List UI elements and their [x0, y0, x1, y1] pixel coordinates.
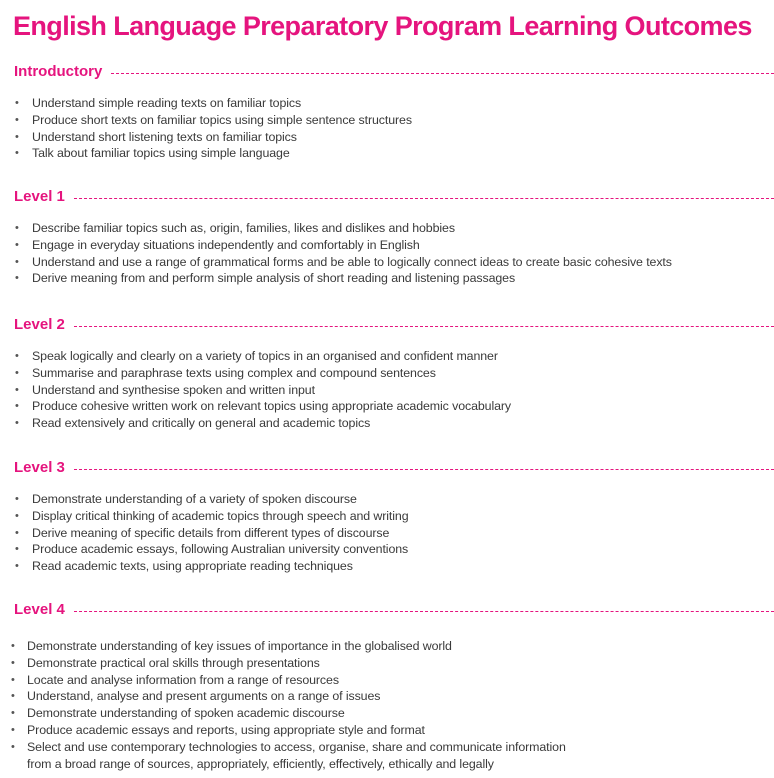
- section-heading: Level 2: [14, 316, 65, 333]
- section-header: [14, 313, 774, 337]
- list-item: • Produce cohesive written work on relevant topics using appropriate academic vocabulary: [15, 399, 512, 414]
- list-item: • Locate and analyse information from a range of resources: [11, 672, 339, 687]
- section-heading: Introductory: [14, 63, 103, 80]
- bullet-icon: •: [15, 222, 19, 234]
- bullet-icon: •: [15, 526, 19, 539]
- list-item: • Demonstrate understanding of a variety of spoken discourse: [15, 492, 357, 506]
- dashed-rule: [74, 198, 774, 199]
- bullet-icon: •: [11, 640, 15, 652]
- list-item: • Demonstrate practical oral skills through presentations: [11, 655, 320, 670]
- list-item: • Demonstrate understanding of spoken academic discourse: [11, 706, 345, 721]
- page-title: English Language Preparatory Program Learning Outcomes: [13, 11, 752, 41]
- list-item: • Read academic texts, using appropriate reading techniques: [15, 559, 353, 574]
- section-level-4: [0, 598, 774, 771]
- section-heading: Level 1: [14, 188, 65, 205]
- list-item: • Speak logically and clearly on a variety of topics in an organised and confident manner: [15, 349, 498, 363]
- bullet-icon: •: [11, 707, 15, 720]
- list-item: • Understand, analyse and present arguments on a range of issues: [11, 689, 381, 704]
- bullet-icon: •: [11, 656, 15, 669]
- section-header: [14, 456, 774, 480]
- list-item: • Talk about familiar topics using simple language: [15, 146, 290, 161]
- bullet-icon: •: [15, 97, 19, 109]
- list-item: • Describe familiar topics such as, origin, families, likes and dislikes and hobbies: [15, 221, 455, 235]
- section-heading: Level 3: [14, 459, 65, 476]
- section-heading: Level 4: [14, 601, 65, 618]
- list-item: • Derive meaning of specific details from different types of discourse: [15, 525, 390, 540]
- section-level-3: [0, 456, 774, 574]
- bullet-icon: •: [15, 147, 19, 160]
- bullet-icon: •: [11, 690, 15, 703]
- outcome-list: [0, 220, 672, 287]
- list-item: • Summarise and paraphrase texts using complex and compound sentences: [15, 365, 436, 380]
- bullet-icon: •: [15, 350, 19, 362]
- dashed-rule: [74, 326, 774, 327]
- bullet-icon: •: [15, 238, 19, 251]
- bullet-icon: •: [15, 113, 19, 126]
- list-item: • Derive meaning from and perform simple analysis of short reading and listening passages: [15, 271, 516, 286]
- bullet-icon: •: [11, 723, 15, 736]
- section-level-1: [0, 185, 774, 286]
- list-item: • Produce short texts on familiar topics using simple sentence structures: [15, 112, 412, 127]
- list-item: • Understand and use a range of grammatical forms and be able to logically connect ideas to create basic cohesive texts: [15, 254, 672, 269]
- bullet-icon: •: [15, 366, 19, 379]
- section-introductory: [0, 60, 774, 161]
- dashed-rule: [74, 469, 774, 470]
- bullet-icon: •: [15, 272, 19, 285]
- bullet-icon: •: [15, 543, 19, 556]
- bullet-icon: •: [15, 493, 19, 505]
- bullet-icon: •: [15, 400, 19, 413]
- outcome-list: [0, 638, 566, 772]
- section-header: [14, 185, 774, 209]
- list-item: • Produce academic essays, following Australian university conventions: [15, 542, 409, 557]
- bullet-icon: •: [15, 509, 19, 522]
- section-header: [14, 598, 774, 622]
- bullet-icon: •: [15, 560, 19, 573]
- section-level-2: [0, 313, 774, 431]
- list-item: • Understand short listening texts on familiar topics: [15, 129, 297, 144]
- outcome-list: [0, 491, 409, 575]
- section-header: [14, 60, 774, 84]
- list-item: • Display critical thinking of academic topics through speech and writing: [15, 508, 409, 523]
- dashed-rule: [74, 611, 774, 612]
- bullet-icon: •: [11, 673, 15, 686]
- bullet-icon: •: [11, 740, 15, 753]
- list-item: • Understand simple reading texts on familiar topics: [15, 96, 302, 110]
- outcome-list: [0, 95, 412, 162]
- list-item: • Demonstrate understanding of key issues of importance in the globalised world: [11, 639, 452, 653]
- list-item: • Read extensively and critically on general and academic topics: [15, 416, 371, 431]
- outcome-list: [0, 348, 511, 432]
- list-item: [0, 739, 566, 773]
- list-item: • Produce academic essays and reports, using appropriate style and format: [11, 722, 425, 737]
- list-item: • Understand and synthesise spoken and written input: [15, 382, 315, 397]
- dashed-rule: [111, 73, 774, 74]
- bullet-icon: •: [15, 383, 19, 396]
- list-item: • Engage in everyday situations independently and comfortably in English: [15, 237, 420, 252]
- bullet-icon: •: [15, 255, 19, 268]
- list-item-line: Select and use contemporary technologies to access, organise, share and communicate information: [27, 739, 566, 754]
- list-item-line: from a broad range of sources, appropriately, efficiently, effectively, ethically and legally: [27, 756, 494, 771]
- bullet-icon: •: [15, 417, 19, 430]
- bullet-icon: •: [15, 130, 19, 143]
